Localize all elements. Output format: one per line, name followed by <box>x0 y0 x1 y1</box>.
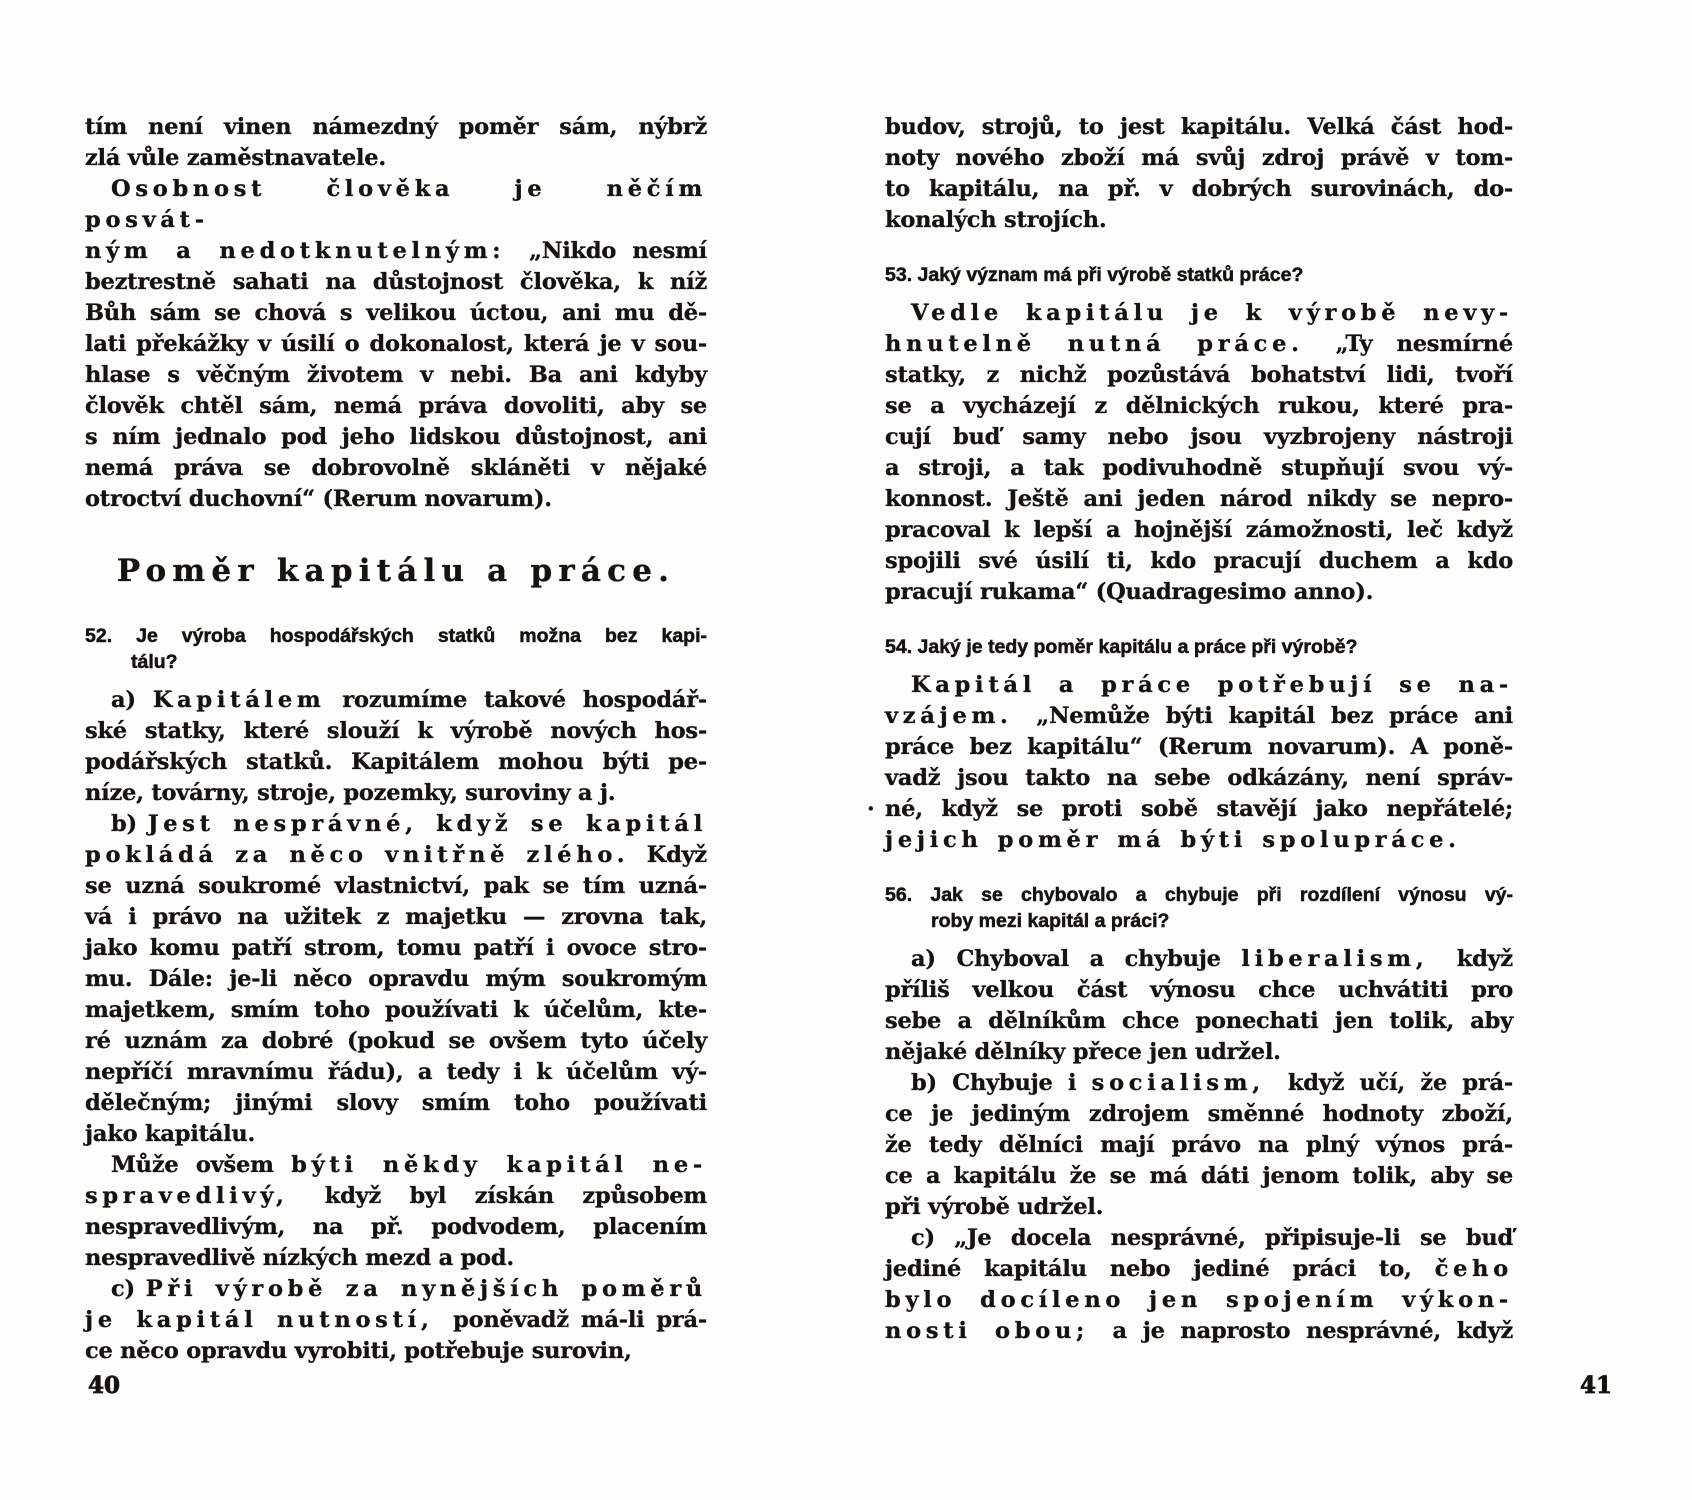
paragraph <box>85 809 707 1150</box>
text-line <box>885 484 1513 515</box>
text-line <box>885 1316 1513 1347</box>
text-segment: otroctví duchovní“ (Rerum novarum). <box>85 486 552 512</box>
text-segment: „Ty nesmírné <box>1335 331 1513 357</box>
text-line <box>85 112 707 143</box>
text-line <box>85 298 707 329</box>
text-line <box>885 515 1513 546</box>
emphasized-text: ným a nedotknutelným: <box>85 238 530 264</box>
text-line <box>885 1130 1513 1161</box>
text-segment: poněvadž má-li prá- <box>453 1307 707 1333</box>
text-line <box>85 995 707 1026</box>
text-segment: ské statky, které slouží k výrobě nových hos- <box>85 718 707 744</box>
text-line <box>885 944 1513 975</box>
text-segment: 54. Jaký je tedy poměr kapitálu a práce při výrobě? <box>885 636 1358 658</box>
text-segment: konalých strojích. <box>885 207 1107 233</box>
text-line <box>885 143 1513 174</box>
page-number-left: 40 <box>88 1372 121 1399</box>
text-line <box>885 1285 1513 1316</box>
emphasized-text: Kapitál a práce potřebují se na- <box>911 672 1513 698</box>
text-line <box>85 1305 707 1336</box>
paragraph <box>85 685 707 809</box>
text-segment: že tedy dělníci mají právo na plný výnos prá- <box>885 1132 1513 1158</box>
text-segment: cují buď samy nebo jsou vyzbrojeny nástroji <box>885 424 1513 450</box>
text-line <box>885 577 1513 608</box>
text-line <box>885 262 1513 288</box>
text-segment: noty nového zboží má svůj zdroj právě v tom- <box>885 145 1513 171</box>
text-line <box>885 634 1513 660</box>
question-heading <box>885 262 1513 288</box>
text-segment: dělečným; jinými slovy smím toho používati <box>85 1090 707 1116</box>
emphasized-text: čeho <box>1434 1256 1513 1282</box>
text-segment: tálu? <box>131 651 178 673</box>
text-segment: a je naprosto nesprávné, když <box>1112 1318 1514 1344</box>
emphasized-text: Osobnost člověka je něčím posvát- <box>85 176 707 233</box>
text-line <box>85 1026 707 1057</box>
emphasized-text: liberalism, <box>1241 946 1457 972</box>
text-line <box>85 143 707 174</box>
text-segment: když byl získán způsobem <box>324 1183 707 1209</box>
text-line <box>885 298 1513 329</box>
text-line <box>885 1223 1513 1254</box>
emphasized-text: je kapitál nutností, <box>85 1307 454 1333</box>
text-line <box>885 391 1513 422</box>
text-segment: c) <box>111 1276 146 1302</box>
text-line <box>85 1243 707 1274</box>
text-line <box>85 902 707 933</box>
text-line <box>885 205 1513 236</box>
text-segment: spojili své úsilí ti, kdo pracují duchem a kdo <box>885 548 1513 574</box>
text-line <box>85 549 707 593</box>
text-segment: pracují rukama“ (Quadragesimo anno). <box>885 579 1374 605</box>
text-line <box>885 329 1513 360</box>
section-heading <box>85 549 707 593</box>
text-line <box>885 701 1513 732</box>
text-line <box>85 267 707 298</box>
text-line <box>885 1161 1513 1192</box>
text-line <box>85 453 707 484</box>
text-segment: a) <box>111 687 153 713</box>
paragraph <box>85 1150 707 1274</box>
text-segment: pracoval k lepší a hojnější zámožnosti, leč když <box>885 517 1513 543</box>
text-line <box>85 329 707 360</box>
text-segment: nespravedlivě nízkých mezd a pod. <box>85 1245 514 1271</box>
text-line <box>885 825 1513 856</box>
paragraph <box>885 298 1513 608</box>
text-line <box>885 732 1513 763</box>
text-segment: „Nemůže býti kapitál bez práce ani <box>1036 703 1513 729</box>
text-line <box>85 747 707 778</box>
emphasized-text: pokládá za něco vnitřně zlého. <box>85 842 647 868</box>
text-segment: nepříčí mravnímu řádu), a tedy i k účelům vý- <box>85 1059 707 1085</box>
text-line <box>885 453 1513 484</box>
text-segment: konnost. Ještě ani jeden národ nikdy se nepro- <box>885 486 1513 512</box>
text-line <box>85 809 707 840</box>
text-segment: 56. Jak se chybovalo a chybuje při rozdílení výnosu vý- <box>885 884 1513 906</box>
text-line <box>885 1037 1513 1068</box>
emphasized-text: bylo docíleno jen spojením výkon- <box>885 1287 1513 1313</box>
text-line <box>85 649 707 675</box>
emphasized-text: Kapitálem <box>152 687 326 713</box>
text-line <box>85 1336 707 1367</box>
emphasized-text: hnutelně nutná práce. <box>885 331 1336 357</box>
text-segment: „Nikdo nesmí <box>529 238 707 264</box>
text-line <box>85 685 707 716</box>
text-line <box>885 1068 1513 1099</box>
text-segment: Bůh sám se chová s velikou úctou, ani mu dě- <box>85 300 707 326</box>
text-line <box>885 360 1513 391</box>
text-line <box>85 840 707 871</box>
text-segment: se a vycházejí z dělnických rukou, které pra- <box>885 393 1513 419</box>
text-line <box>85 716 707 747</box>
text-segment: to kapitálu, na př. v dobrých surovinách, do- <box>885 176 1513 202</box>
text-line <box>885 422 1513 453</box>
text-segment: když <box>1456 946 1513 972</box>
text-segment: tím není vinen námezdný poměr sám, nýbrž <box>85 114 707 140</box>
emphasized-text: socialism, <box>1091 1070 1288 1096</box>
text-segment: když učí, že prá- <box>1287 1070 1513 1096</box>
question-heading <box>885 634 1513 660</box>
text-line <box>85 236 707 267</box>
text-line <box>85 623 707 649</box>
emphasized-text: jejich poměr má býti spolupráce. <box>885 827 1461 853</box>
text-segment: b) Chybuje i <box>911 1070 1092 1096</box>
text-segment: při výrobě udržel. <box>885 1194 1104 1220</box>
paragraph <box>885 944 1513 1347</box>
text-line <box>85 1274 707 1305</box>
emphasized-text: nosti obou; <box>885 1318 1113 1344</box>
text-segment: sebe a dělníkům chce ponechati jen tolik, aby <box>885 1008 1513 1034</box>
question-heading <box>885 882 1513 934</box>
text-segment: ré uznám za dobré (pokud se ovšem tyto účely <box>85 1028 707 1054</box>
right-page <box>885 112 1513 1347</box>
text-line <box>85 871 707 902</box>
text-segment: b) <box>111 811 148 837</box>
text-segment: ce něco opravdu vyrobiti, potřebuje surovin, <box>85 1338 632 1364</box>
text-line <box>85 484 707 515</box>
text-line <box>885 882 1513 908</box>
text-line <box>885 794 1513 825</box>
text-segment: a) Chyboval a chybuje <box>911 946 1242 972</box>
text-segment: nemá práva se dobrovolně skláněti v nějaké <box>85 455 707 481</box>
text-line <box>885 1099 1513 1130</box>
text-segment: příliš velkou část výnosu chce uchvátiti pro <box>885 977 1513 1003</box>
text-line <box>85 174 707 236</box>
text-segment: lati překážky v úsilí o dokonalost, která je v sou- <box>85 331 707 357</box>
text-segment: jako komu patří strom, tomu patří i ovoce stro- <box>85 935 707 961</box>
text-segment: rozumíme takové hospodář- <box>325 687 708 713</box>
text-line <box>885 174 1513 205</box>
text-line <box>85 964 707 995</box>
emphasized-text: vzájem. <box>885 703 1037 729</box>
paragraph <box>85 1274 707 1367</box>
text-segment: Může ovšem <box>111 1152 292 1178</box>
text-line <box>85 1150 707 1181</box>
text-segment: zlá vůle zaměstnavatele. <box>85 145 386 171</box>
text-line <box>85 360 707 391</box>
text-segment: nějaké dělníky přece jen udržel. <box>885 1039 1281 1065</box>
text-line <box>885 1254 1513 1285</box>
text-segment: vadž jsou takto na sebe odkázány, není správ- <box>885 765 1513 791</box>
text-line <box>885 1006 1513 1037</box>
text-segment: níze, továrny, stroje, pozemky, suroviny a j. <box>85 780 616 806</box>
text-line <box>885 975 1513 1006</box>
text-line <box>85 778 707 809</box>
text-segment: podářských statků. Kapitálem mohou býti pe- <box>85 749 707 775</box>
text-segment: s ním jednalo pod jeho lidskou důstojnost, ani <box>85 424 707 450</box>
emphasized-text: spravedlivý, <box>85 1183 325 1209</box>
text-segment: hlase s věčným životem v nebi. Ba ani kdyby <box>85 362 707 388</box>
text-line <box>85 422 707 453</box>
emphasized-text: Vedle kapitálu je k výrobě nevy- <box>911 300 1513 326</box>
text-segment: roby mezi kapitál a práci? <box>931 910 1170 932</box>
text-segment: Poměr kapitálu a práce. <box>116 553 676 589</box>
text-line <box>885 763 1513 794</box>
text-segment: Když <box>646 842 707 868</box>
text-line <box>85 1212 707 1243</box>
paragraph <box>85 174 707 515</box>
text-line <box>85 1119 707 1150</box>
text-line <box>885 546 1513 577</box>
text-line <box>85 391 707 422</box>
text-segment: jako kapitálu. <box>85 1121 256 1147</box>
text-segment: a stroji, a tak podivuhodně stupňují svou vý- <box>885 455 1513 481</box>
text-line <box>85 1181 707 1212</box>
text-segment: vá i právo na užitek z majetku — zrovna tak, <box>85 904 707 930</box>
emphasized-text: býti někdy kapitál ne- <box>291 1152 707 1178</box>
page-number-right: 41 <box>1580 1372 1613 1399</box>
text-segment: majetkem, smím toho používati k účelům, kte- <box>85 997 707 1023</box>
text-segment: 52. Je výroba hospodářských statků možna bez kapi- <box>85 625 707 647</box>
text-segment: jediné kapitálu nebo jediné práci to, <box>885 1256 1435 1282</box>
question-heading <box>85 623 707 675</box>
text-segment: ce je jediným zdrojem směnné hodnoty zboží, <box>885 1101 1513 1127</box>
text-segment: práce bez kapitálu“ (Rerum novarum). A poně- <box>885 734 1513 760</box>
text-line <box>85 1088 707 1119</box>
text-segment: statky, z nichž pozůstává bohatství lidi, tvoří <box>885 362 1513 388</box>
text-segment: se uzná soukromé vlastnictví, pak se tím uzná- <box>85 873 707 899</box>
text-line <box>885 112 1513 143</box>
emphasized-text: Jest nesprávné, když se kapitál <box>147 811 707 837</box>
text-segment: c) „Je docela nesprávné, připisuje-li se buď <box>911 1225 1513 1251</box>
paragraph <box>885 670 1513 856</box>
text-line <box>885 670 1513 701</box>
text-segment: člověk chtěl sám, nemá práva dovoliti, aby se <box>85 393 707 419</box>
text-line <box>85 933 707 964</box>
text-segment: nespravedlivým, na př. podvodem, placením <box>85 1214 707 1240</box>
paragraph <box>85 112 707 174</box>
text-segment: mu. Dále: je-li něco opravdu mým soukromým <box>85 966 707 992</box>
text-line <box>885 1192 1513 1223</box>
text-segment: budov, strojů, to jest kapitálu. Velká část hod- <box>885 114 1513 140</box>
text-segment: beztrestně sahati na důstojnost člověka, k níž <box>85 269 707 295</box>
text-segment: ce a kapitálu že se má dáti jenom tolik, aby se <box>885 1163 1513 1189</box>
text-segment: né, když se proti sobě stavějí jako nepřátelé; <box>885 796 1513 822</box>
paragraph <box>885 112 1513 236</box>
text-segment: 53. Jaký význam má při výrobě statků práce? <box>885 264 1304 286</box>
left-page <box>85 112 707 1367</box>
text-line <box>85 1057 707 1088</box>
text-line <box>885 908 1513 934</box>
emphasized-text: Při výrobě za nynějších poměrů <box>145 1276 707 1302</box>
